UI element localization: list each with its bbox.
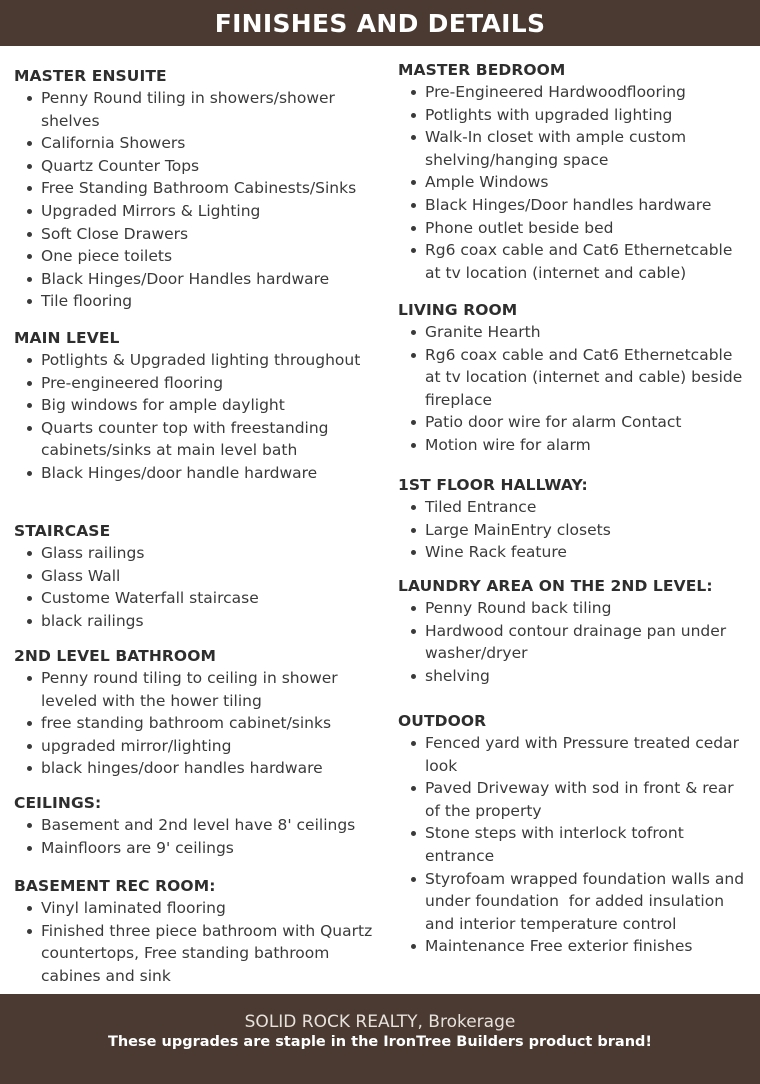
list-item: Paved Driveway with sod in front & rear of the property — [398, 777, 748, 822]
section-title: CEILINGS: — [14, 794, 102, 812]
list-item: Large MainEntry closets — [398, 519, 748, 542]
brokerage-name: SOLID ROCK REALTY, Brokerage — [244, 1012, 516, 1032]
list-item: Quarts counter top with freestanding cabinets/sinks at main level bath — [14, 417, 374, 462]
list-item: Pre-Engineered Hardwoodflooring — [398, 81, 748, 104]
list-item: Granite Hearth — [398, 321, 748, 344]
list-item: black railings — [14, 610, 374, 633]
list-item: Black Hinges/Door Handles hardware — [14, 268, 374, 291]
list-item: Vinyl laminated flooring — [14, 897, 374, 920]
list-item: Stone steps with interlock tofront entrance — [398, 822, 748, 867]
list-item: California Showers — [14, 132, 374, 155]
list-item: Potlights with upgraded lighting — [398, 104, 748, 127]
list-item: Potlights & Upgraded lighting throughout — [14, 349, 374, 372]
item-list — [398, 732, 748, 958]
list-item: Walk-In closet with ample custom shelving/hanging space — [398, 126, 748, 171]
list-item: Tiled Entrance — [398, 496, 748, 519]
item-list — [14, 542, 374, 632]
section-ceilings — [14, 792, 374, 859]
list-item: Finished three piece bathroom with Quartz countertops, Free standing bathroom cabines and sink — [14, 920, 374, 988]
item-list — [398, 496, 748, 564]
section-title: BASEMENT REC ROOM: — [14, 877, 216, 895]
item-list — [398, 597, 748, 687]
list-item: Maintenance Free exterior finishes — [398, 935, 748, 958]
section-master-bedroom — [398, 59, 748, 284]
list-item: shelving — [398, 665, 748, 688]
list-item: Pre-engineered flooring — [14, 372, 374, 395]
list-item: Phone outlet beside bed — [398, 217, 748, 240]
section-main-level — [14, 327, 374, 485]
section-title: LAUNDRY AREA ON THE 2ND LEVEL: — [398, 577, 713, 595]
list-item: Hardwood contour drainage pan under washer/dryer — [398, 620, 748, 665]
list-item: One piece toilets — [14, 245, 374, 268]
item-list — [14, 87, 374, 313]
list-item: Motion wire for alarm — [398, 434, 748, 457]
list-item: Basement and 2nd level have 8' ceilings — [14, 814, 374, 837]
section-2nd-level-bathroom — [14, 645, 374, 780]
list-item: Styrofoam wrapped foundation walls and under foundation for added insulation and interior temperature control — [398, 868, 748, 936]
section-title: MASTER ENSUITE — [14, 67, 167, 85]
list-item: Tile flooring — [14, 290, 374, 313]
list-item: free standing bathroom cabinet/sinks — [14, 712, 374, 735]
section-title: 1ST FLOOR HALLWAY: — [398, 476, 588, 494]
section-title: MAIN LEVEL — [14, 329, 120, 347]
page-header — [0, 0, 760, 46]
list-item: Black Hinges/Door handles hardware — [398, 194, 748, 217]
section-title: MASTER BEDROOM — [398, 61, 566, 79]
list-item: upgraded mirror/lighting — [14, 735, 374, 758]
footer-tagline: These upgrades are staple in the IronTree Builders product brand! — [107, 1034, 653, 1050]
item-list — [14, 667, 374, 780]
list-item: Upgraded Mirrors & Lighting — [14, 200, 374, 223]
section-title: LIVING ROOM — [398, 301, 518, 319]
list-item: Big windows for ample daylight — [14, 394, 374, 417]
list-item: Soft Close Drawers — [14, 223, 374, 246]
item-list — [398, 321, 748, 457]
page-footer — [0, 994, 760, 1084]
list-item: Quartz Counter Tops — [14, 155, 374, 178]
list-item: Glass railings — [14, 542, 374, 565]
list-item: Wine Rack feature — [398, 541, 748, 564]
section-laundry-area — [398, 575, 748, 687]
list-item: Rg6 coax cable and Cat6 Ethernetcable at tv location (internet and cable) beside fireplace — [398, 344, 748, 412]
section-title: OUTDOOR — [398, 712, 487, 730]
section-1st-floor-hallway — [398, 474, 748, 564]
list-item: Glass Wall — [14, 565, 374, 588]
list-item: Custome Waterfall staircase — [14, 587, 374, 610]
list-item: Patio door wire for alarm Contact — [398, 411, 748, 434]
list-item: Black Hinges/door handle hardware — [14, 462, 374, 485]
list-item: Penny Round back tiling — [398, 597, 748, 620]
item-list — [398, 81, 748, 284]
item-list — [14, 897, 378, 987]
list-item: black hinges/door handles hardware — [14, 757, 374, 780]
list-item: Fenced yard with Pressure treated cedar look — [398, 732, 748, 777]
section-outdoor — [398, 710, 748, 958]
section-living-room — [398, 299, 748, 457]
section-title: STAIRCASE — [14, 522, 111, 540]
list-item: Ample Windows — [398, 171, 748, 194]
section-basement-rec-room — [14, 875, 378, 987]
list-item: Mainfloors are 9' ceilings — [14, 837, 374, 860]
list-item: Penny round tiling to ceiling in shower leveled with the hower tiling — [14, 667, 374, 712]
list-item: Penny Round tiling in showers/shower shelves — [14, 87, 374, 132]
item-list — [14, 814, 374, 859]
section-title: 2ND LEVEL BATHROOM — [14, 647, 217, 665]
section-master-ensuite — [14, 65, 374, 313]
page-title: FINISHES AND DETAILS — [214, 8, 546, 38]
section-staircase — [14, 520, 374, 632]
list-item: Rg6 coax cable and Cat6 Ethernetcable at tv location (internet and cable) — [398, 239, 748, 284]
item-list — [14, 349, 374, 485]
list-item: Free Standing Bathroom Cabinests/Sinks — [14, 177, 374, 200]
